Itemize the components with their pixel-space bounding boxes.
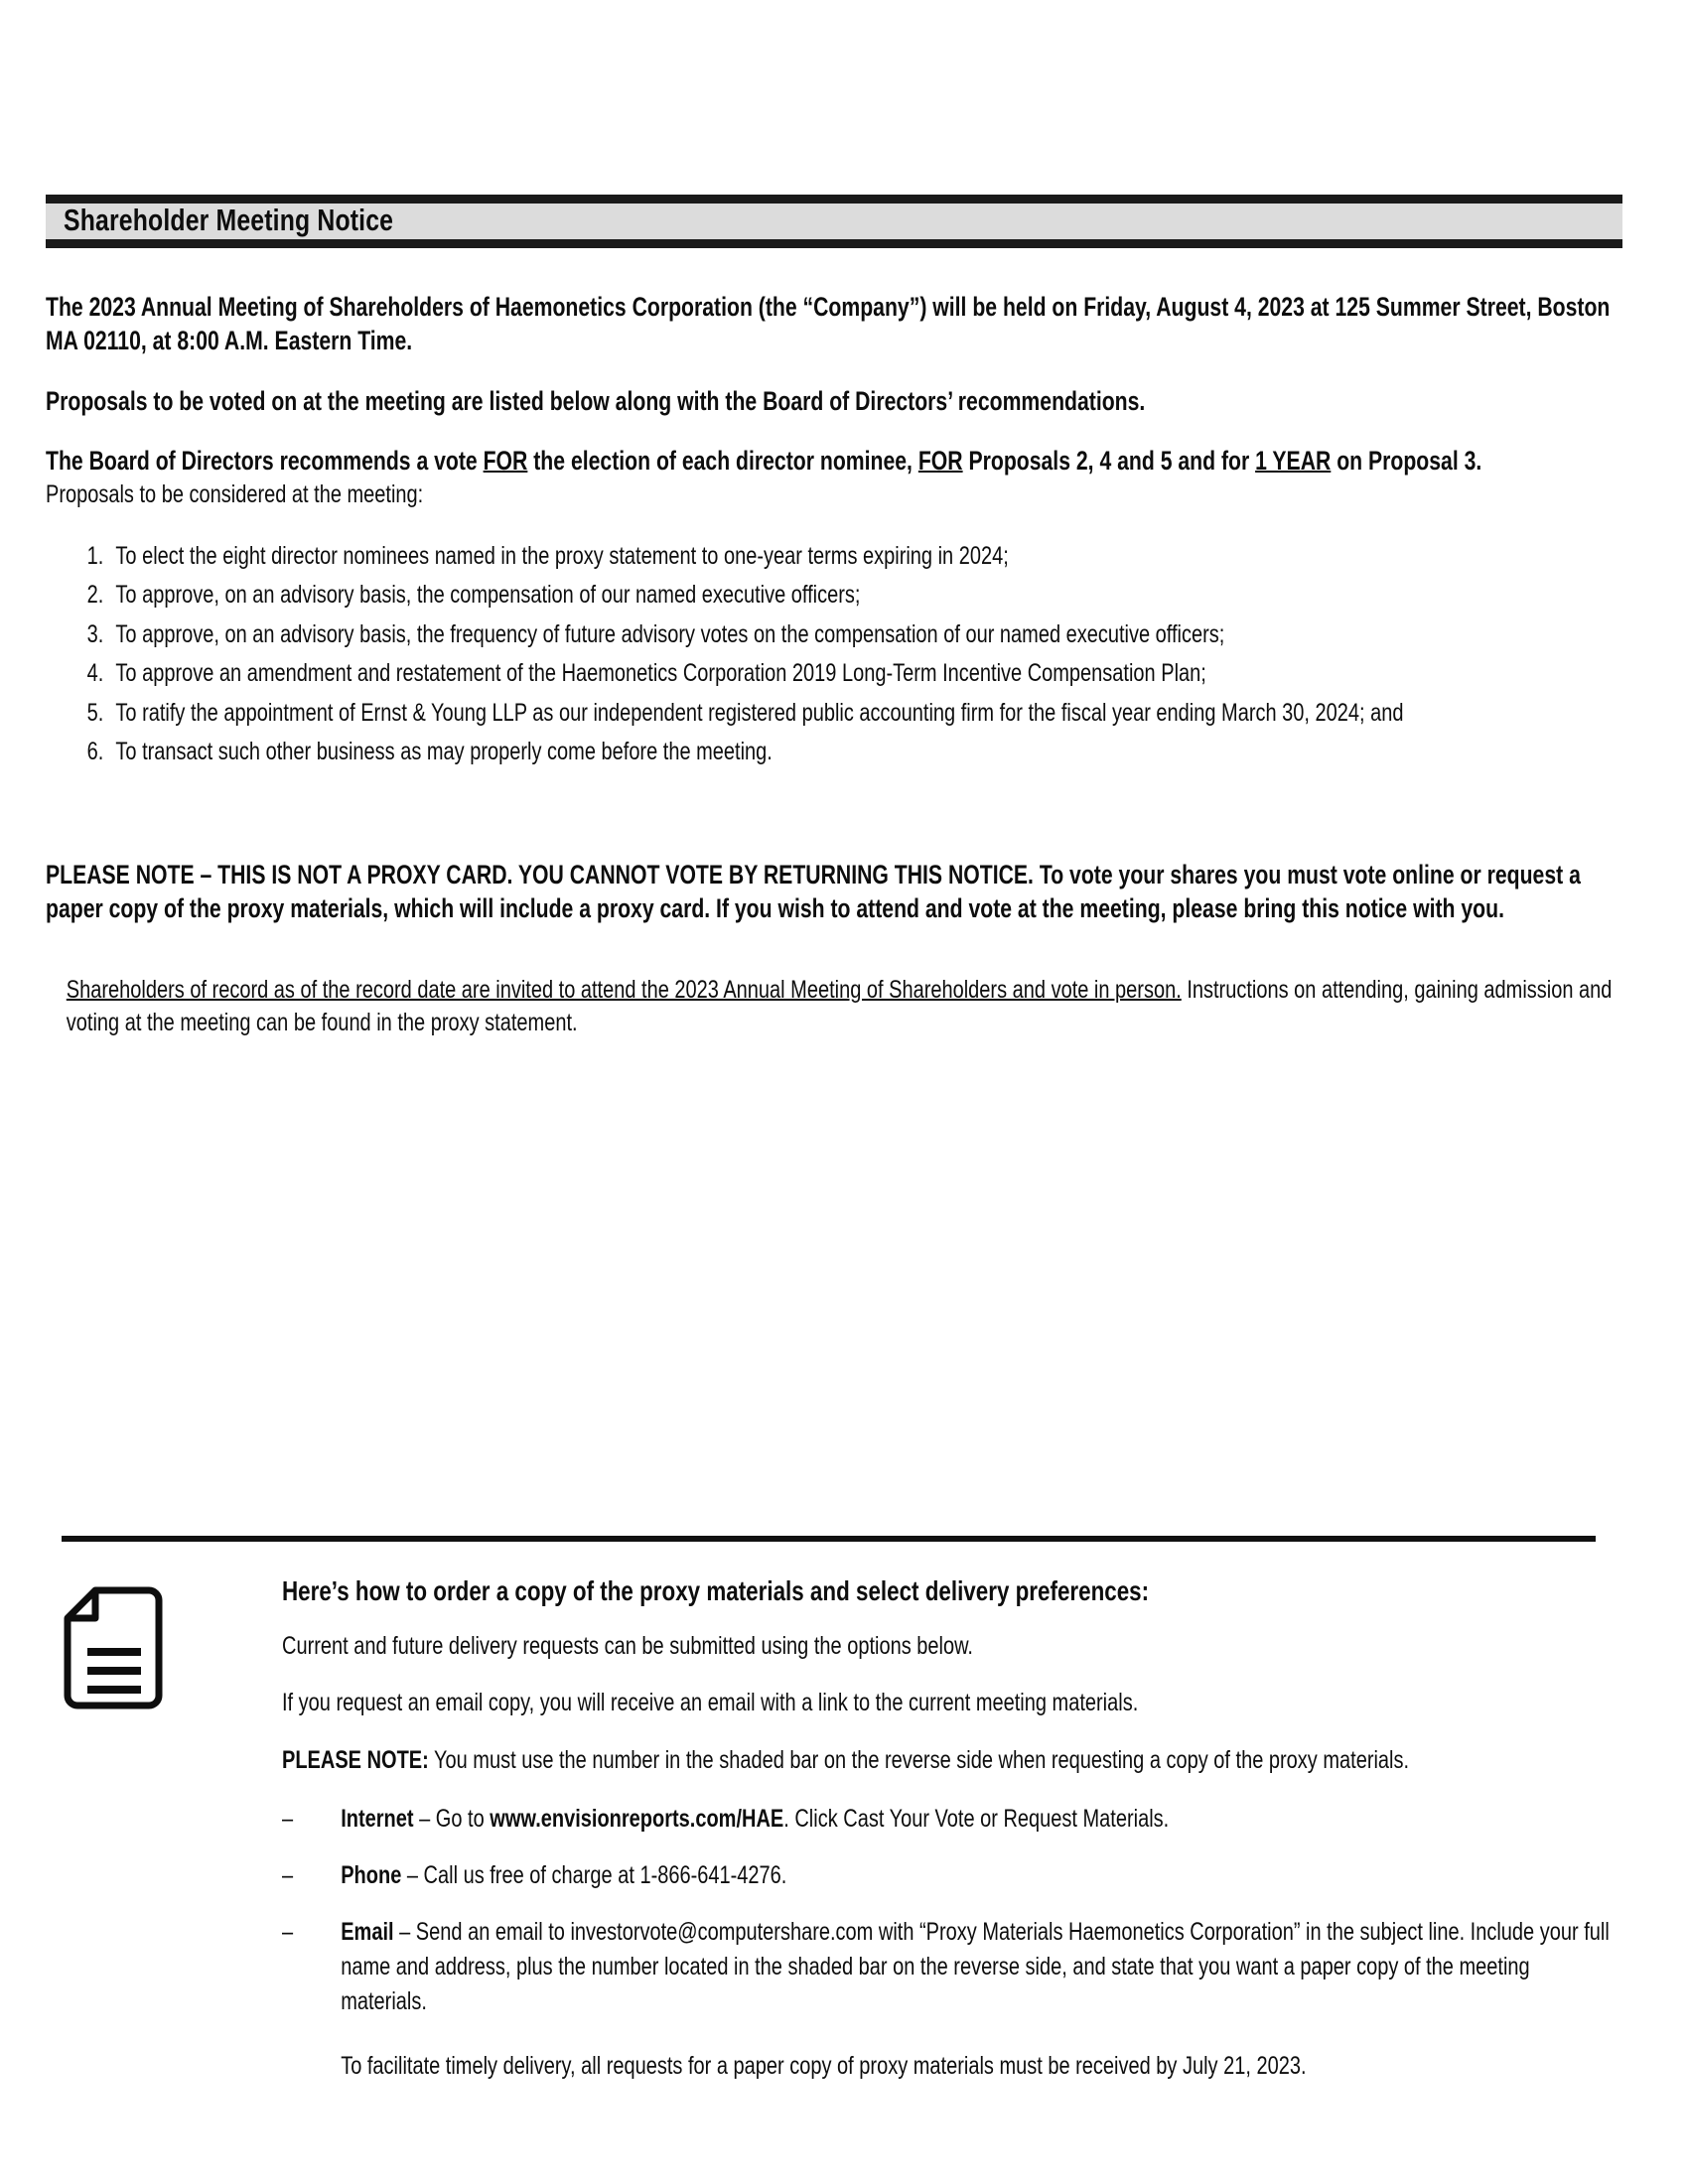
please-note-paragraph: PLEASE NOTE – THIS IS NOT A PROXY CARD. YOU CANNOT VOTE BY RETURNING THIS NOTICE. To vote your shares you must vote online or request a paper copy of the proxy materials, which will include a proxy card. If you wish to attend and vote at the meeting, please bring this notice with you. xyxy=(46,859,1581,924)
order-materials-text xyxy=(282,1574,1611,2084)
delivery-channels-list xyxy=(282,1802,1611,2019)
proposal-number: 5. xyxy=(86,698,104,727)
proposal-item xyxy=(46,537,1642,577)
channel-pre-text: – Send an email to investorvote@computershare.com with “Proxy Materials Haemonetics Corporation” in the subject line. Include your full name and address, plus the number located in the shaded bar on the reverse side, and state that you want a paper copy of the meeting materials. xyxy=(341,1917,1610,2015)
proposal-text: To elect the eight director nominees named in the proxy statement to one-year terms expiring in 2024; xyxy=(115,541,1009,570)
proposal-text: To approve an amendment and restatement of the Haemonetics Corporation 2019 Long-Term Incentive Compensation Plan; xyxy=(115,659,1206,688)
proposals-list xyxy=(46,537,1642,772)
channel-name: Email xyxy=(341,1917,394,1946)
channel-post-text: . Click Cast Your Vote or Request Materials. xyxy=(783,1804,1170,1833)
proposal-number: 3. xyxy=(86,619,104,648)
document-lines-icon xyxy=(62,1574,171,1716)
bullet-dash: – xyxy=(282,1860,294,1889)
envisionreports-url[interactable]: www.envisionreports.com/HAE xyxy=(490,1804,784,1833)
delivery-channel-email[interactable] xyxy=(282,1915,1611,2019)
delivery-channel-phone[interactable] xyxy=(282,1858,1611,1893)
timely-delivery-note: To facilitate timely delivery, all requests for a paper copy of proxy materials must be received by July 21, 2023. xyxy=(341,2051,1307,2080)
proposal-text: To approve, on an advisory basis, the compensation of our named executive officers; xyxy=(115,581,861,610)
order-materials-section xyxy=(62,1574,1611,2109)
proposal-text: To approve, on an advisory basis, the frequency of future advisory votes on the compensation of our named executive officers; xyxy=(115,619,1225,648)
recommendation-part-3: Proposals 2, 4 and 5 and for xyxy=(962,446,1256,477)
proposal-text: To ratify the appointment of Ernst & Young LLP as our independent registered public accounting firm for the fiscal year ending March 30, 2024; and xyxy=(115,698,1404,727)
shareholder-meeting-notice-header xyxy=(46,195,1622,248)
proposal-number: 2. xyxy=(86,581,104,610)
recommendation-part-1: The Board of Directors recommends a vote xyxy=(46,446,484,477)
recommendation-for-2: FOR xyxy=(917,446,963,477)
proposal-item xyxy=(46,654,1642,694)
order-materials-body xyxy=(171,1574,1611,2109)
proposals-intro: Proposals to be voted on at the meeting are listed below along with the Board of Directors’ recommendations. xyxy=(46,385,1146,416)
page-title: Shareholder Meeting Notice xyxy=(64,203,394,237)
meeting-statement: The 2023 Annual Meeting of Shareholders of Haemonetics Corporation (the “Company”) will be held on Friday, August 4, 2023 at 125 Summer Street, Boston MA 02110, at 8:00 A.M. Eastern Time. xyxy=(46,292,1611,356)
channel-pre-text: – Call us free of charge at 1-866-641-4276. xyxy=(401,1860,787,1889)
recommendation-part-4: on Proposal 3. xyxy=(1331,446,1482,477)
recommendation-part-2: the election of each director nominee, xyxy=(527,446,918,477)
record-date-rest: Instructions on attending, gaining admission and voting at the meeting can be found in the proxy statement. xyxy=(66,975,1613,1036)
record-date-paragraph xyxy=(46,974,1642,1039)
channel-name: Internet xyxy=(341,1804,414,1833)
footer-divider xyxy=(62,1536,1596,1542)
recommendation-for-1: FOR xyxy=(483,446,528,477)
proposals-considered-label: Proposals to be considered at the meeting: xyxy=(46,479,424,508)
proposal-item xyxy=(46,576,1642,615)
order-materials-title: Here’s how to order a copy of the proxy materials and select delivery preferences: xyxy=(282,1575,1150,1606)
channel-pre-text: – Go to xyxy=(413,1804,491,1833)
proposal-number: 1. xyxy=(86,541,104,570)
please-note-label: PLEASE NOTE: xyxy=(282,1746,429,1775)
notice-content xyxy=(46,195,1642,1039)
bullet-dash: – xyxy=(282,1917,294,1946)
order-materials-line-1: Current and future delivery requests can be submitted using the options below. xyxy=(282,1631,973,1660)
board-recommendation xyxy=(46,444,1642,478)
record-date-underlined: Shareholders of record as of the record date are invited to attend the 2023 Annual Meeting of Shareholders and vote in person. xyxy=(66,975,1182,1004)
intro-block xyxy=(46,290,1642,1039)
channel-name: Phone xyxy=(341,1860,402,1889)
proposal-number: 4. xyxy=(86,659,104,688)
please-note-body: You must use the number in the shaded bar on the reverse side when requesting a copy of the proxy materials. xyxy=(428,1746,1410,1775)
proposal-text: To transact such other business as may properly come before the meeting. xyxy=(115,738,773,766)
proposal-item xyxy=(46,694,1642,734)
proposal-item xyxy=(46,615,1642,655)
proposal-item xyxy=(46,733,1642,772)
bullet-dash: – xyxy=(282,1804,294,1833)
order-materials-please-note xyxy=(282,1744,1611,1778)
recommendation-one-year: 1 YEAR xyxy=(1255,446,1332,477)
delivery-channel-internet[interactable] xyxy=(282,1802,1611,1837)
order-materials-line-2: If you request an email copy, you will receive an email with a link to the current meeting materials. xyxy=(282,1689,1139,1717)
proposal-number: 6. xyxy=(86,738,104,766)
spacer xyxy=(46,248,1642,290)
